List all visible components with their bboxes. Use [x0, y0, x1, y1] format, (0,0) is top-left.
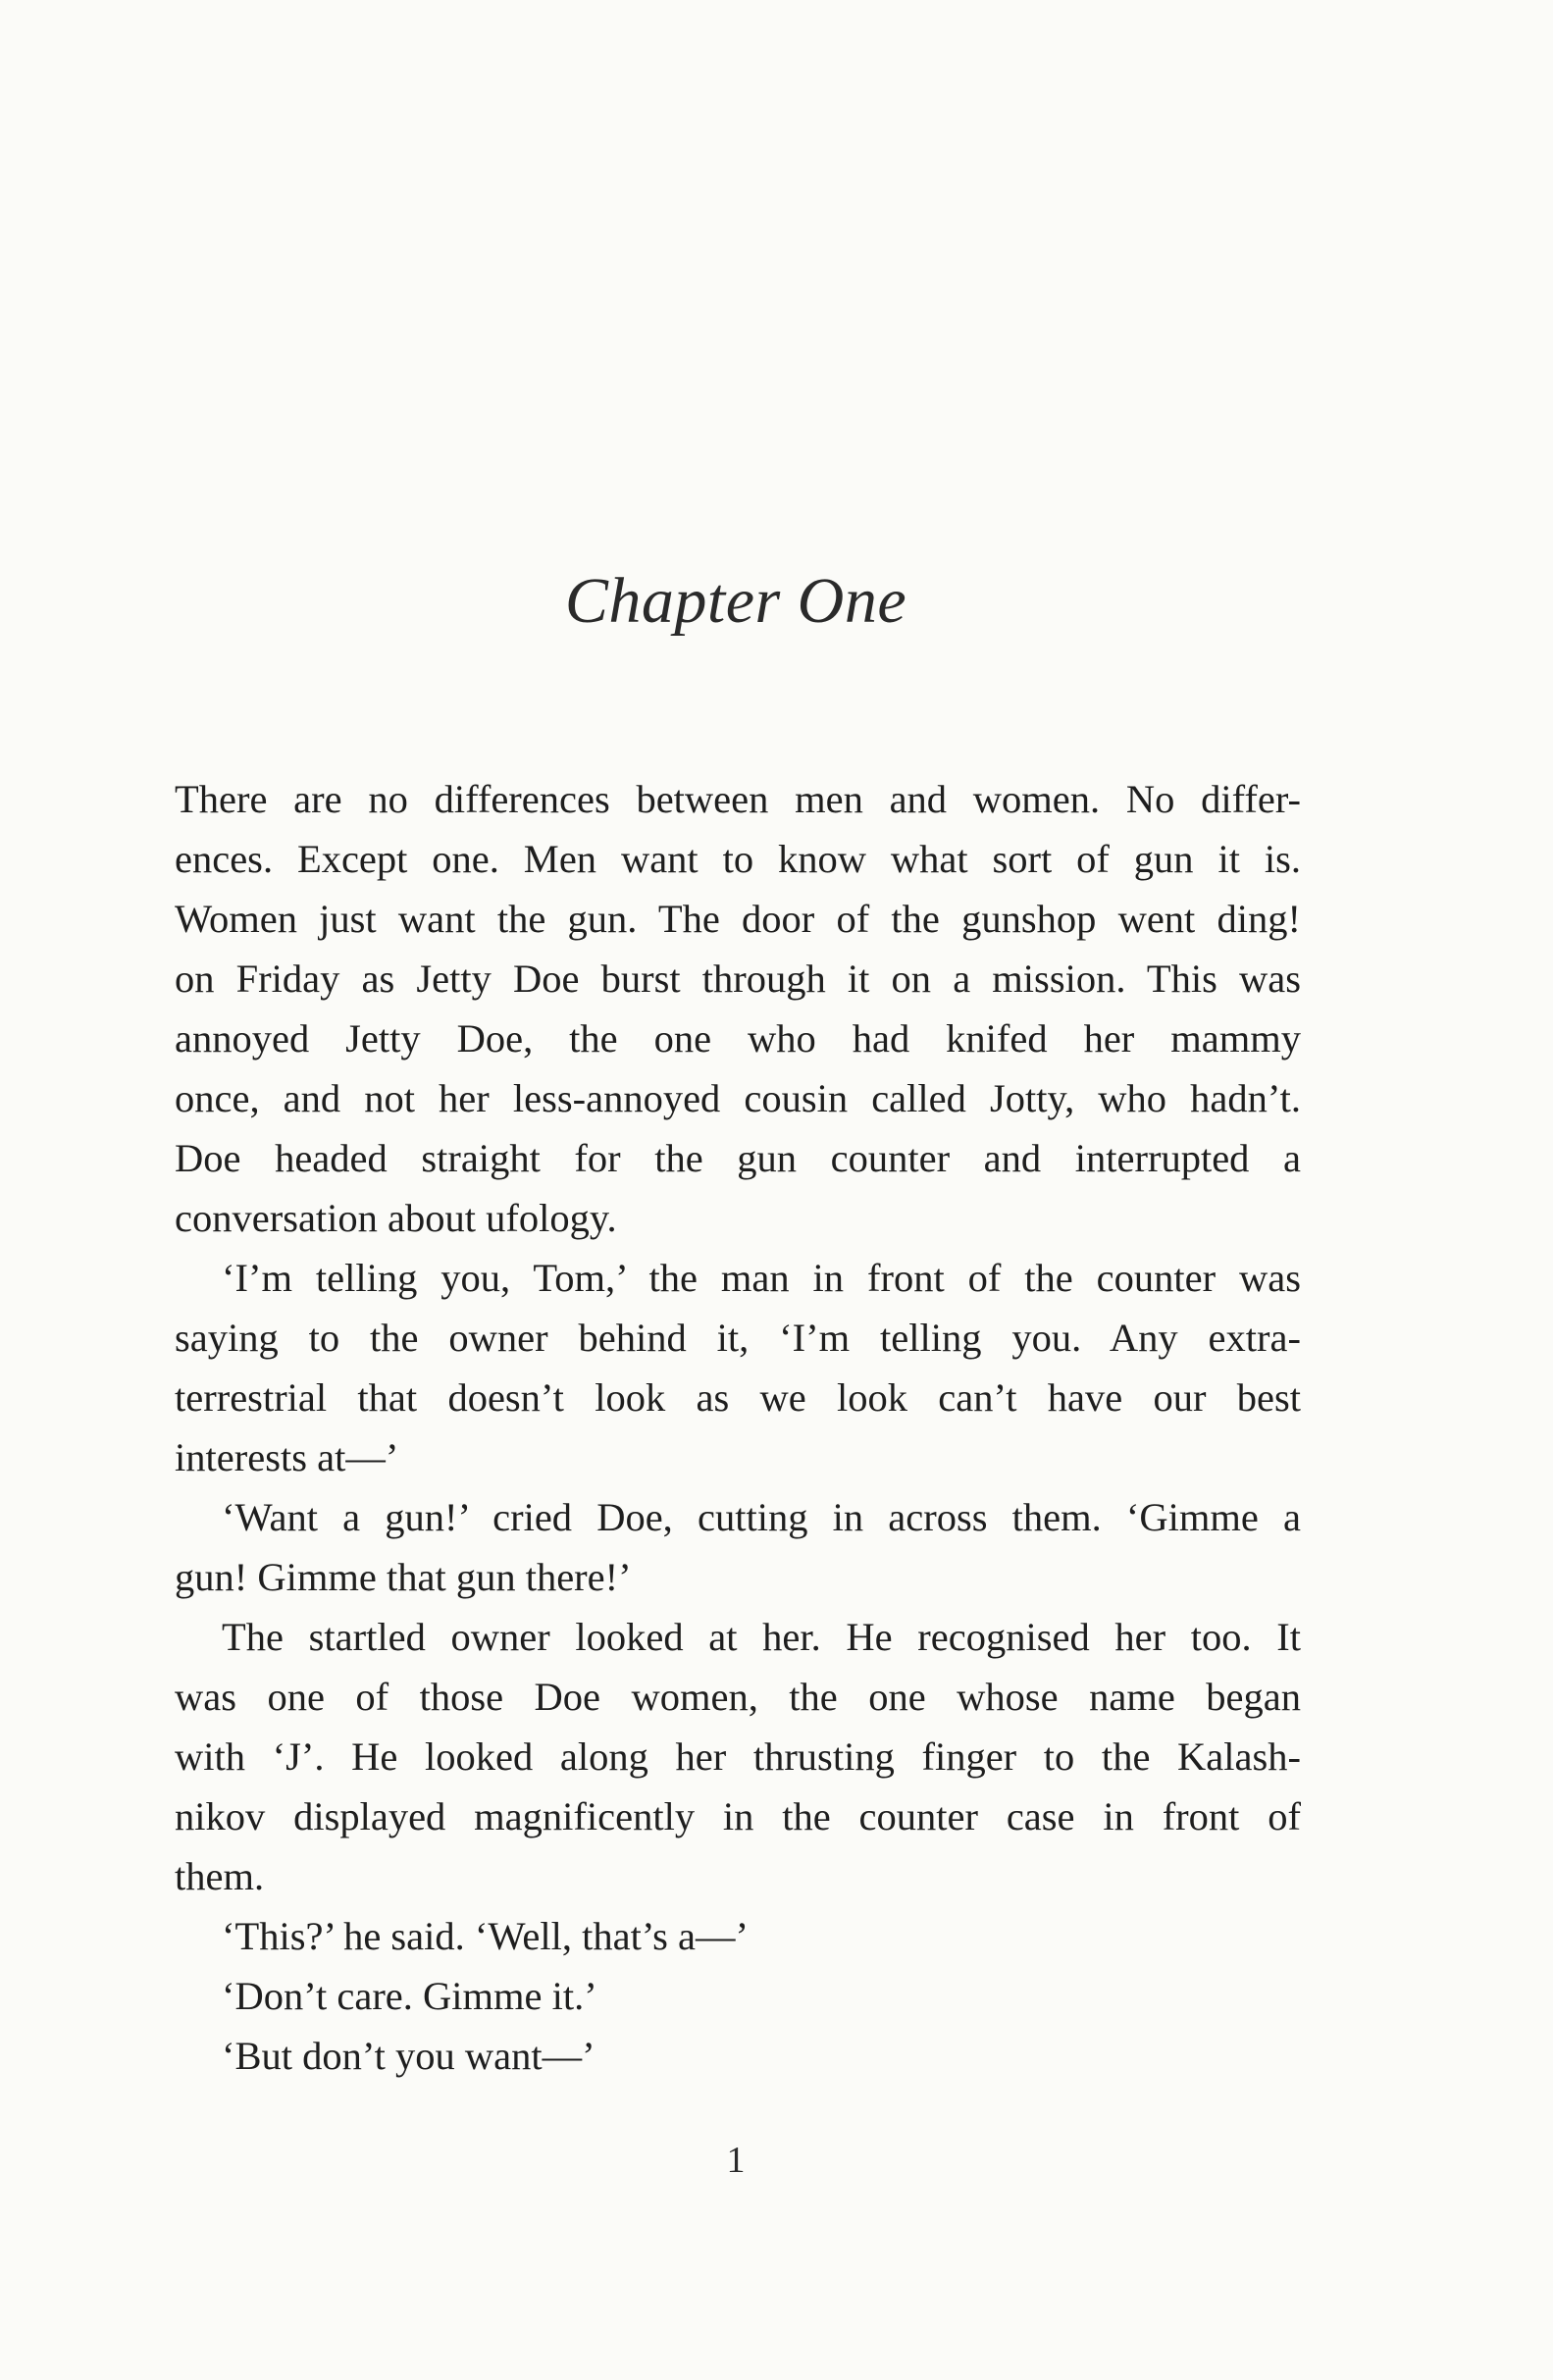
text-line: ences. Except one. Men want to know what sort of gun it is. — [175, 837, 1301, 881]
text-line: nikov displayed magnificently in the counter case in front of — [175, 1794, 1301, 1838]
text-line: There are no differences between men and women. No differ- — [175, 777, 1301, 821]
chapter-title: Chapter One — [564, 565, 907, 637]
text-line: Women just want the gun. The door of the gunshop went ding! — [175, 897, 1301, 941]
text-line: ‘I’m telling you, Tom,’ the man in front of the counter was — [222, 1256, 1301, 1300]
text-line: conversation about ufology. — [175, 1196, 617, 1240]
text-line: on Friday as Jetty Doe burst through it on a mission. This was — [175, 957, 1301, 1001]
body-text — [175, 769, 1301, 2086]
text-line: with ‘J’. He looked along her thrusting finger to the Kalash- — [175, 1734, 1301, 1779]
text-line: ‘Want a gun!’ cried Doe, cutting in across them. ‘Gimme a — [222, 1495, 1301, 1539]
text-line: annoyed Jetty Doe, the one who had knifed her mammy — [175, 1016, 1301, 1061]
text-line: ‘Don’t care. Gimme it.’ — [222, 1974, 597, 2018]
text-line: them. — [175, 1854, 265, 1898]
text-line: ‘This?’ he said. ‘Well, that’s a—’ — [222, 1914, 749, 1958]
text-line: once, and not her less-annoyed cousin called Jotty, who hadn’t. — [175, 1076, 1301, 1120]
text-line: Doe headed straight for the gun counter and interrupted a — [175, 1136, 1301, 1180]
text-line: was one of those Doe women, the one whose name began — [175, 1675, 1301, 1719]
text-line: ‘But don’t you want—’ — [222, 2034, 595, 2078]
text-line: gun! Gimme that gun there!’ — [175, 1555, 632, 1599]
text-line: interests at—’ — [175, 1435, 399, 1479]
text-line: The startled owner looked at her. He recognised her too. It — [222, 1615, 1301, 1659]
text-line: saying to the owner behind it, ‘I’m telling you. Any extra- — [175, 1316, 1301, 1360]
text-line: terrestrial that doesn’t look as we look can’t have our best — [175, 1375, 1301, 1420]
page-number: 1 — [726, 2140, 746, 2181]
